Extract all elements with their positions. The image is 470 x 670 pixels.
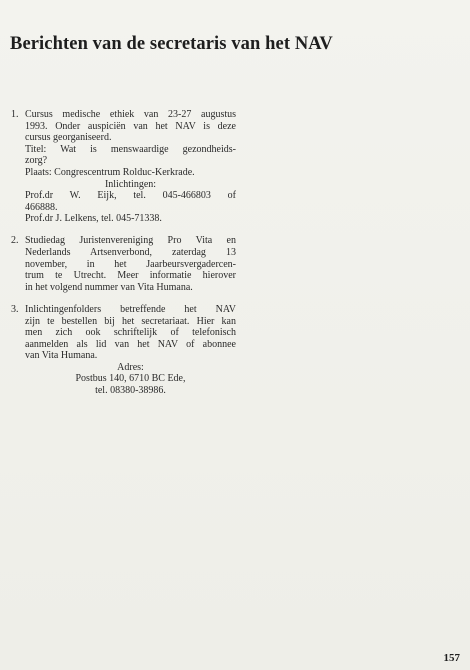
announcement-item-1	[11, 109, 236, 225]
item-number: 1.	[11, 109, 19, 120]
item-line: Prof.dr J. Lelkens, tel. 045-71338.	[25, 213, 162, 225]
announcement-item-3	[11, 304, 236, 397]
announcements-list	[11, 109, 236, 407]
item-number: 2.	[11, 235, 19, 247]
item-line: Titel: Wat is menswaardige gezondheids-	[25, 143, 236, 155]
page-number: 157	[443, 652, 460, 664]
announcement-item-2	[11, 235, 236, 293]
item-line: Adres:	[117, 361, 144, 373]
item-line: tel. 08380-38986.	[95, 385, 166, 397]
item-line: cursus georganiseerd.	[25, 132, 112, 144]
item-line: men zich ook schriftelijk of telefonisch	[25, 327, 236, 339]
item-line: Plaats: Congrescentrum Rolduc-Kerkrade.	[25, 166, 195, 178]
item-line: Postbus 140, 6710 BC Ede,	[75, 373, 186, 385]
item-line: Inlichtingen:	[104, 178, 157, 190]
item-number: 3.	[11, 303, 19, 315]
item-line: Nederlands Artsenverbond, zaterdag 13	[25, 247, 236, 259]
item-line: Studiedag Juristenvereniging Pro Vita en	[25, 235, 236, 247]
item-line: Cursus medische ethiek van 23-27 augustus	[25, 109, 236, 120]
item-line: aanmelden als lid van het NAV of abonnee	[25, 338, 236, 350]
item-line: van Vita Humana.	[25, 350, 98, 362]
item-line: zijn te bestellen bij het secretariaat. Hier kan	[25, 315, 236, 327]
item-line: 1993. Onder auspiciën van het NAV is deze	[25, 120, 236, 132]
item-line: november, in het Jaarbeursvergadercen-	[25, 258, 236, 270]
item-line: Prof.dr W. Eijk, tel. 045-466803 of	[25, 190, 236, 202]
item-line: Inlichtingenfolders betreffende het NAV	[25, 303, 236, 315]
page-title: Berichten van de secretaris van het NAV	[10, 34, 333, 54]
item-line: 466888.	[25, 201, 58, 213]
item-line: in het volgend nummer van Vita Humana.	[25, 281, 193, 293]
item-line: trum te Utrecht. Meer informatie hierover	[25, 270, 236, 282]
item-line: zorg?	[25, 155, 48, 167]
